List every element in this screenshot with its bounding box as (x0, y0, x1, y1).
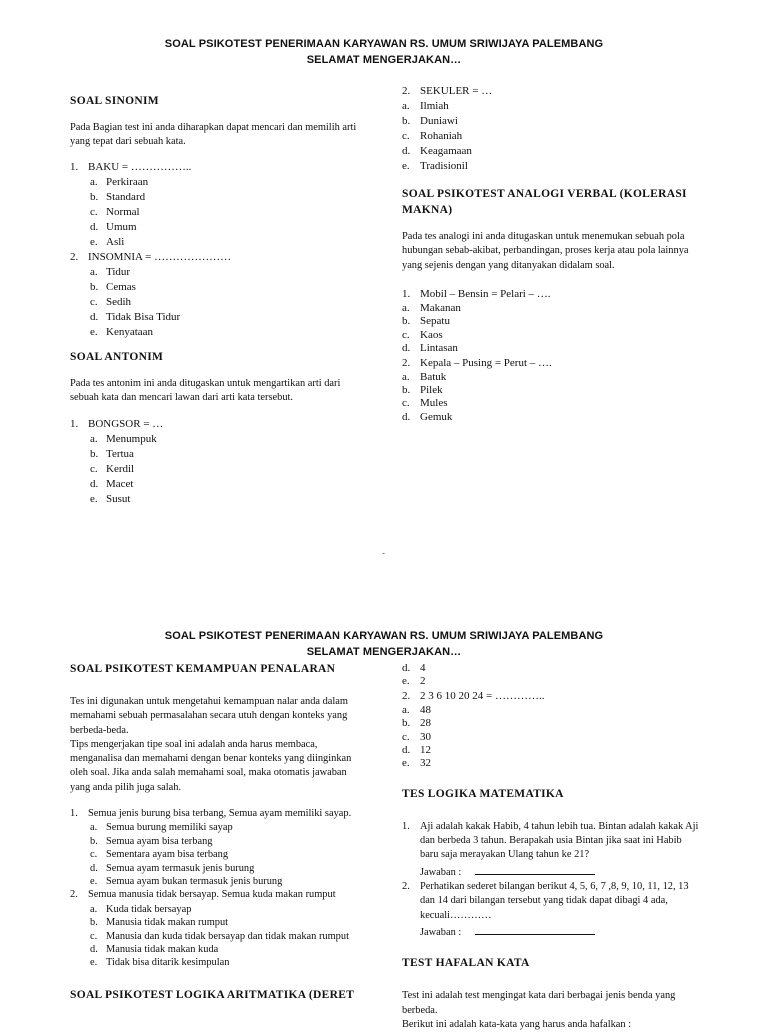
question-analogi-1 (402, 287, 702, 302)
question-text: INSOMNIA = ………………… (88, 250, 232, 263)
question-logika-2 (402, 880, 702, 923)
answer-field[interactable] (475, 863, 595, 875)
options-analogi-1 (402, 302, 702, 356)
section-title-antonim: SOAL ANTONIM (70, 350, 164, 363)
question-penalaran-2 (70, 888, 360, 902)
option: c. Manusia dan kuda tidak bersayap dan tidak makan rumput (90, 930, 349, 942)
page-header-title: SOAL PSIKOTEST PENERIMAAN KARYAWAN RS. UMUM SRIWIJAYA PALEMBANG (164, 630, 604, 642)
left-column (70, 94, 370, 507)
option: b. Standard (90, 190, 146, 203)
option: c. Normal (90, 205, 140, 218)
section-intro-antonim: Pada tes antonim ini anda ditugaskan untuk mengartikan arti dari sebuah kata dan mencari lawan dari arti kata tersebut. (70, 377, 341, 403)
option: a. Semua burung memiliki sayap (90, 822, 233, 834)
question-antonim-1 (70, 417, 370, 432)
question-number: 2. (70, 250, 79, 263)
option: b. Semua ayam bisa terbang (90, 835, 213, 847)
question-sinonim-1 (70, 160, 370, 175)
option: e. Asli (90, 235, 125, 248)
section-title-sinonim: SOAL SINONIM (70, 95, 159, 107)
question-number: 1. (70, 808, 78, 820)
option: a. 48 (402, 703, 431, 716)
option: c. Kaos (402, 328, 443, 341)
question-text: Perhatikan sederet bilangan berikut 4, 5, 6, 7 ,8, 9, 10, 11, 12, 13 dan 14 dari bilangan tersebut yang tidak dapat dibagi 4 ada, kecuali………… (420, 881, 689, 921)
option: d. Umum (90, 220, 137, 233)
option: c. Sementara ayam bisa terbang (90, 849, 229, 861)
question-text: SEKULER = … (420, 85, 493, 97)
option: d. Tidak Bisa Tidur (90, 310, 181, 323)
section-intro-penalaran: Tes ini digunakan untuk mengetahui kemampuan nalar anda dalam memahami sebuah permasalahan secara utuh dengan konteks yang berbeda-beda. (70, 696, 348, 736)
question-text: Aji adalah kakak Habib, 4 tahun lebih tua. Bintan adalah kakak Aji dan berbeda 3 tahun. Berapakah usia Bintan jika saat ini Habib baru saja merayakan Ulang tahun ke 21? (420, 820, 699, 861)
option: b. Sepatu (402, 315, 450, 328)
section-title-penalaran: SOAL PSIKOTEST KEMAMPUAN PENALARAN (70, 663, 336, 675)
question-number: 1. (402, 287, 411, 300)
page-header-subtitle: SELAMAT MENGERJAKAN… (306, 646, 462, 658)
question-text: 2 3 6 10 20 24 = ………….. (420, 689, 545, 702)
options-sinonim-1 (70, 175, 370, 250)
question-antonim-2 (402, 84, 702, 99)
question-text: Kepala – Pusing = Perut – …. (420, 356, 552, 369)
options-aritmatika-1-continued (402, 662, 702, 689)
answer-label: Jawaban : (420, 866, 462, 878)
answer-field[interactable] (475, 923, 595, 935)
page-break-mark: - (382, 548, 385, 558)
option: e. 32 (402, 757, 431, 770)
section-title-hafalan: TEST HAFALAN KATA (402, 957, 530, 970)
option: a. Ilmiah (402, 100, 449, 112)
question-aritmatika-2 (402, 689, 702, 704)
answer-label: Jawaban : (420, 926, 462, 938)
option: d. 4 (402, 662, 426, 674)
page-header-title: SOAL PSIKOTEST PENERIMAAN KARYAWAN RS. UMUM SRIWIJAYA PALEMBANG (164, 38, 604, 50)
question-text: Semua jenis burung bisa terbang, Semua ayam memiliki sayap. (88, 808, 352, 820)
section-intro2-hafalan: Berikut ini adalah kata-kata yang harus anda hafalkan : (402, 1018, 632, 1030)
question-number: 2. (70, 889, 78, 901)
option: c. 30 (402, 730, 431, 743)
option: a. Batuk (402, 370, 447, 383)
right-column (402, 84, 702, 424)
option: a. Tidur (90, 265, 131, 278)
option: d. Macet (90, 478, 134, 491)
question-sinonim-2 (70, 250, 370, 265)
question-number: 1. (70, 418, 79, 431)
option: b. 28 (402, 717, 431, 730)
section-intro-hafalan: Test ini adalah test mengingat kata dari berbagai jenis benda yang berbeda. (402, 990, 676, 1016)
question-number: 1. (70, 160, 79, 173)
question-number: 1. (402, 820, 410, 832)
option: d. Lintasan (402, 342, 458, 355)
option: e. Susut (90, 493, 131, 506)
section-tips-penalaran: Tips mengerjakan tipe soal ini adalah anda harus membaca, menganalisa dan memahami dengan benar konteks yang diinginkan oleh soal. Jika anda salah memahami soal, maka otomatis jawaban yang anda pilih juga salah. (70, 738, 352, 793)
option: d. Manusia tidak makan kuda (90, 943, 219, 955)
option: c. Mules (402, 397, 448, 410)
left-column (70, 662, 360, 1003)
option: c. Kerdil (90, 463, 135, 476)
option: d. 12 (402, 744, 431, 757)
option: e. 2 (402, 675, 426, 688)
section-intro-sinonim: Pada Bagian test ini anda diharapkan dapat mencari dan memilih arti yang tepat dari sebuah kata. (70, 122, 357, 148)
option: b. Cemas (90, 280, 136, 293)
options-aritmatika-2 (402, 704, 702, 771)
answer-line-logika-2 (402, 923, 702, 940)
options-antonim-2 (402, 99, 702, 174)
option: a. Menumpuk (90, 433, 157, 446)
section-title-aritmatika: SOAL PSIKOTEST LOGIKA ARITMATIKA (DERET (70, 988, 355, 1001)
options-penalaran-1 (70, 821, 360, 888)
option: b. Duniawi (402, 115, 458, 127)
options-antonim-1 (70, 432, 370, 507)
question-number: 2. (402, 85, 411, 97)
question-number: 2. (402, 881, 410, 893)
option: b. Manusia tidak makan rumput (90, 917, 229, 929)
option: e. Semua ayam bukan termasuk jenis burung (90, 876, 283, 887)
question-text: Mobil – Bensin = Pelari – …. (420, 287, 551, 300)
option: a. Kuda tidak bersayap (90, 903, 192, 915)
question-penalaran-1 (70, 807, 360, 821)
page-header-subtitle: SELAMAT MENGERJAKAN… (306, 54, 462, 66)
option: e. Tidak bisa ditarik kesimpulan (90, 957, 230, 969)
option: a. Perkiraan (90, 175, 149, 188)
question-text: BONGSOR = … (88, 418, 164, 431)
options-penalaran-2 (70, 903, 360, 970)
option: c. Rohaniah (402, 130, 463, 142)
question-number: 2. (402, 689, 411, 702)
page-gap (0, 548, 768, 612)
section-intro-analogi: Pada tes analogi ini anda ditugaskan untuk menemukan sebuah pola hubungan sebab-akibat, perbandingan, proses kerja atau pola lainnya yang sejenis dengan yang ditanyakan didalam soal. (402, 231, 689, 271)
option: d. Semua ayam termasuk jenis burung (90, 862, 255, 874)
answer-line-logika-1 (402, 863, 702, 880)
options-sinonim-2 (70, 265, 370, 340)
question-text: Semua manusia tidak bersayap. Semua kuda makan rumput (88, 889, 336, 901)
option: a. Makanan (402, 301, 461, 314)
option: b. Pilek (402, 383, 443, 396)
question-text: BAKU = …………….. (88, 160, 192, 173)
document-page-2 (0, 612, 768, 1030)
option: b. Tertua (90, 448, 134, 461)
option: e. Tradisionil (402, 160, 468, 172)
question-logika-1 (402, 820, 702, 863)
question-number: 2. (402, 356, 411, 369)
section-title-analogi: SOAL PSIKOTEST ANALOGI VERBAL (KOLERASI MAKNA) (402, 188, 687, 216)
section-title-logika: TES LOGIKA MATEMATIKA (402, 787, 564, 800)
right-column (402, 662, 702, 1032)
option: d. Gemuk (402, 410, 453, 423)
option: e. Kenyataan (90, 325, 154, 338)
options-analogi-2 (402, 371, 702, 425)
question-analogi-2 (402, 356, 702, 371)
option: d. Keagamaan (402, 145, 472, 157)
option: c. Sedih (90, 295, 132, 308)
